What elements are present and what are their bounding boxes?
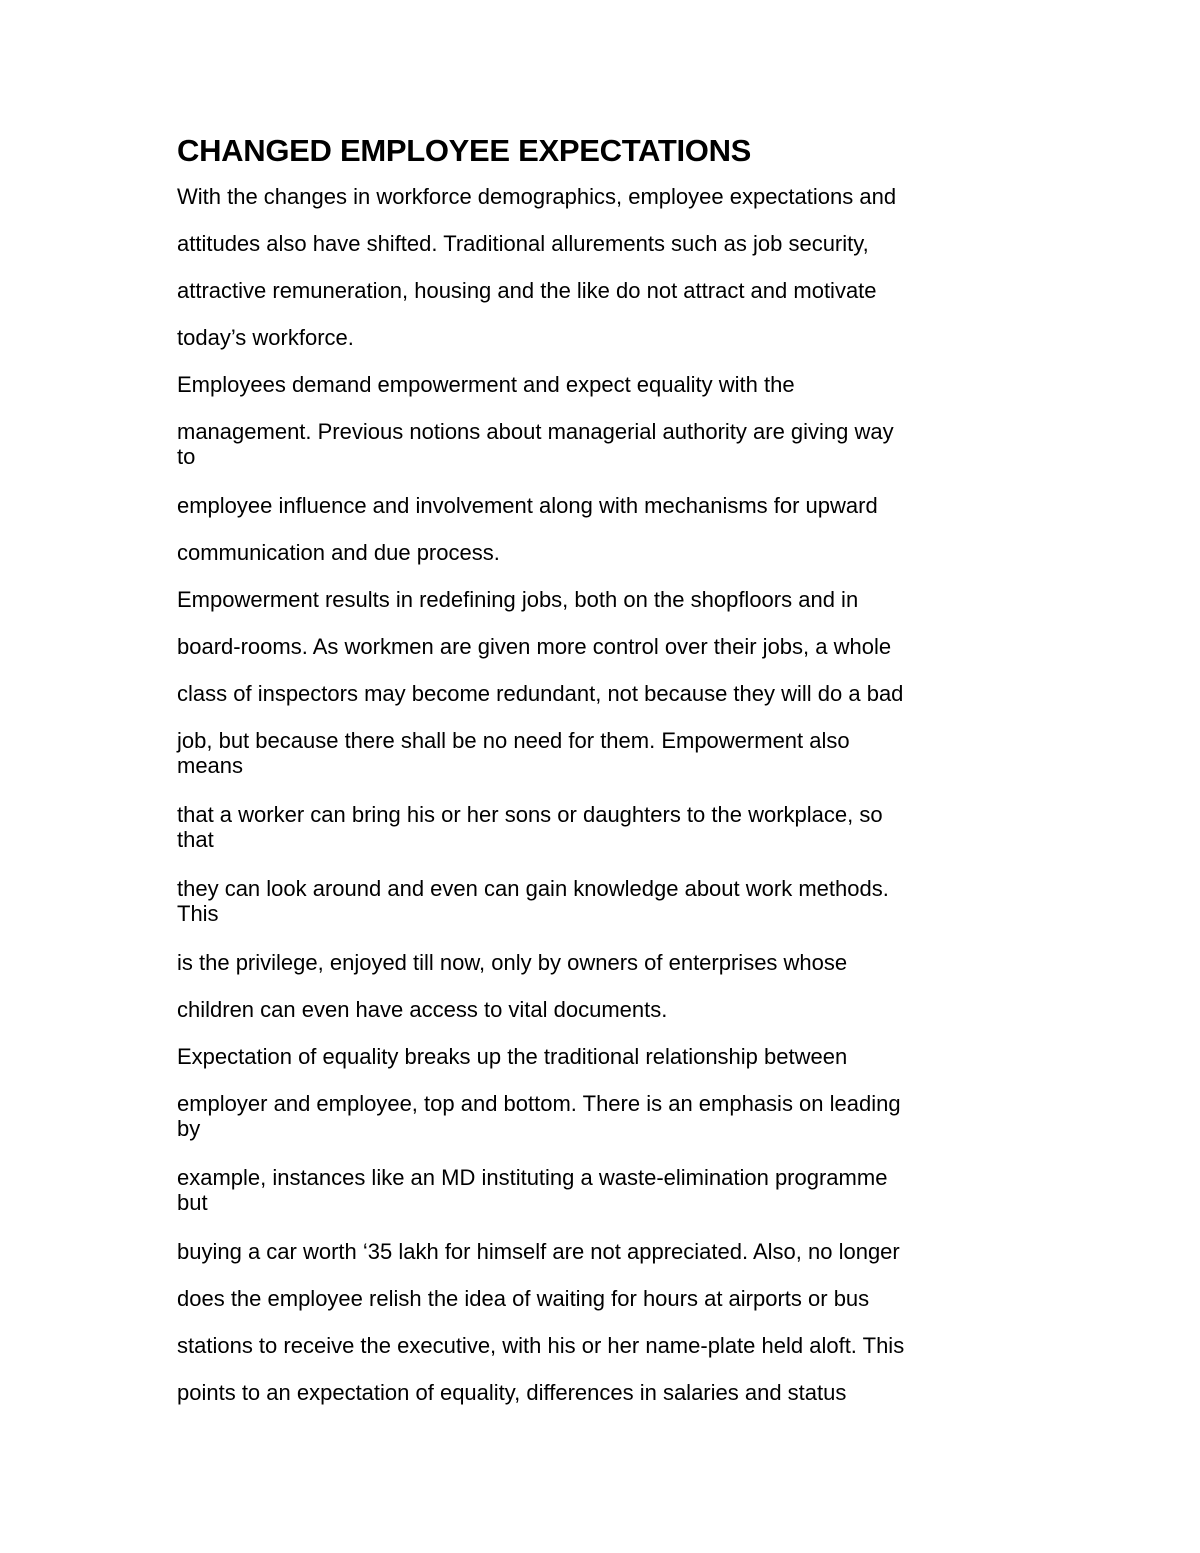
text-line: employer and employee, top and bottom. There is an emphasis on leading	[177, 1091, 901, 1116]
text-line: attitudes also have shifted. Traditional allurements such as job security,	[177, 231, 869, 256]
text-line: attractive remuneration, housing and the like do not attract and motivate	[177, 278, 877, 303]
text-line: Employees demand empowerment and expect equality with the	[177, 372, 795, 397]
text-line-continuation: to	[177, 444, 196, 469]
text-line: board-rooms. As workmen are given more control over their jobs, a whole	[177, 634, 892, 659]
text-line: job, but because there shall be no need for them. Empowerment also	[177, 728, 850, 753]
text-line: that a worker can bring his or her sons or daughters to the workplace, so	[177, 802, 883, 827]
text-line: children can even have access to vital documents.	[177, 997, 668, 1022]
text-line-wrapped	[177, 792, 1037, 866]
text-line: Expectation of equality breaks up the traditional relationship between	[177, 1044, 848, 1069]
text-line-wrapped	[177, 1081, 1037, 1155]
text-line-continuation: by	[177, 1116, 201, 1141]
text-line: class of inspectors may become redundant, not because they will do a bad	[177, 681, 904, 706]
text-line: today’s workforce.	[177, 325, 354, 350]
text-line-wrapped	[177, 1155, 1037, 1229]
text-line: is the privilege, enjoyed till now, only by owners of enterprises whose	[177, 950, 848, 975]
text-line: With the changes in workforce demographics, employee expectations and	[177, 184, 897, 209]
text-line-continuation: means	[177, 753, 244, 778]
text-line-wrapped	[177, 718, 1037, 792]
text-line: stations to receive the executive, with his or her name-plate held aloft. This	[177, 1333, 905, 1358]
text-line-continuation: but	[177, 1190, 208, 1215]
document-body	[177, 128, 1037, 1417]
text-line-continuation: that	[177, 827, 214, 852]
text-line-wrapped	[177, 409, 1037, 483]
text-line: points to an expectation of equality, differences in salaries and status	[177, 1380, 847, 1405]
text-line-continuation: This	[177, 901, 219, 926]
text-line: Empowerment results in redefining jobs, both on the shopfloors and in	[177, 587, 859, 612]
text-line: employee influence and involvement along with mechanisms for upward	[177, 493, 878, 518]
text-line-wrapped	[177, 866, 1037, 940]
text-line: does the employee relish the idea of waiting for hours at airports or bus	[177, 1286, 870, 1311]
text-line: example, instances like an MD instituting a waste-elimination programme	[177, 1165, 888, 1190]
text-line: buying a car worth ‘35 lakh for himself are not appreciated. Also, no longer	[177, 1239, 900, 1264]
text-line: communication and due process.	[177, 540, 500, 565]
text-line: they can look around and even can gain knowledge about work methods.	[177, 876, 889, 901]
text-line: management. Previous notions about managerial authority are giving way	[177, 419, 894, 444]
document-title: CHANGED EMPLOYEE EXPECTATIONS	[177, 133, 752, 168]
